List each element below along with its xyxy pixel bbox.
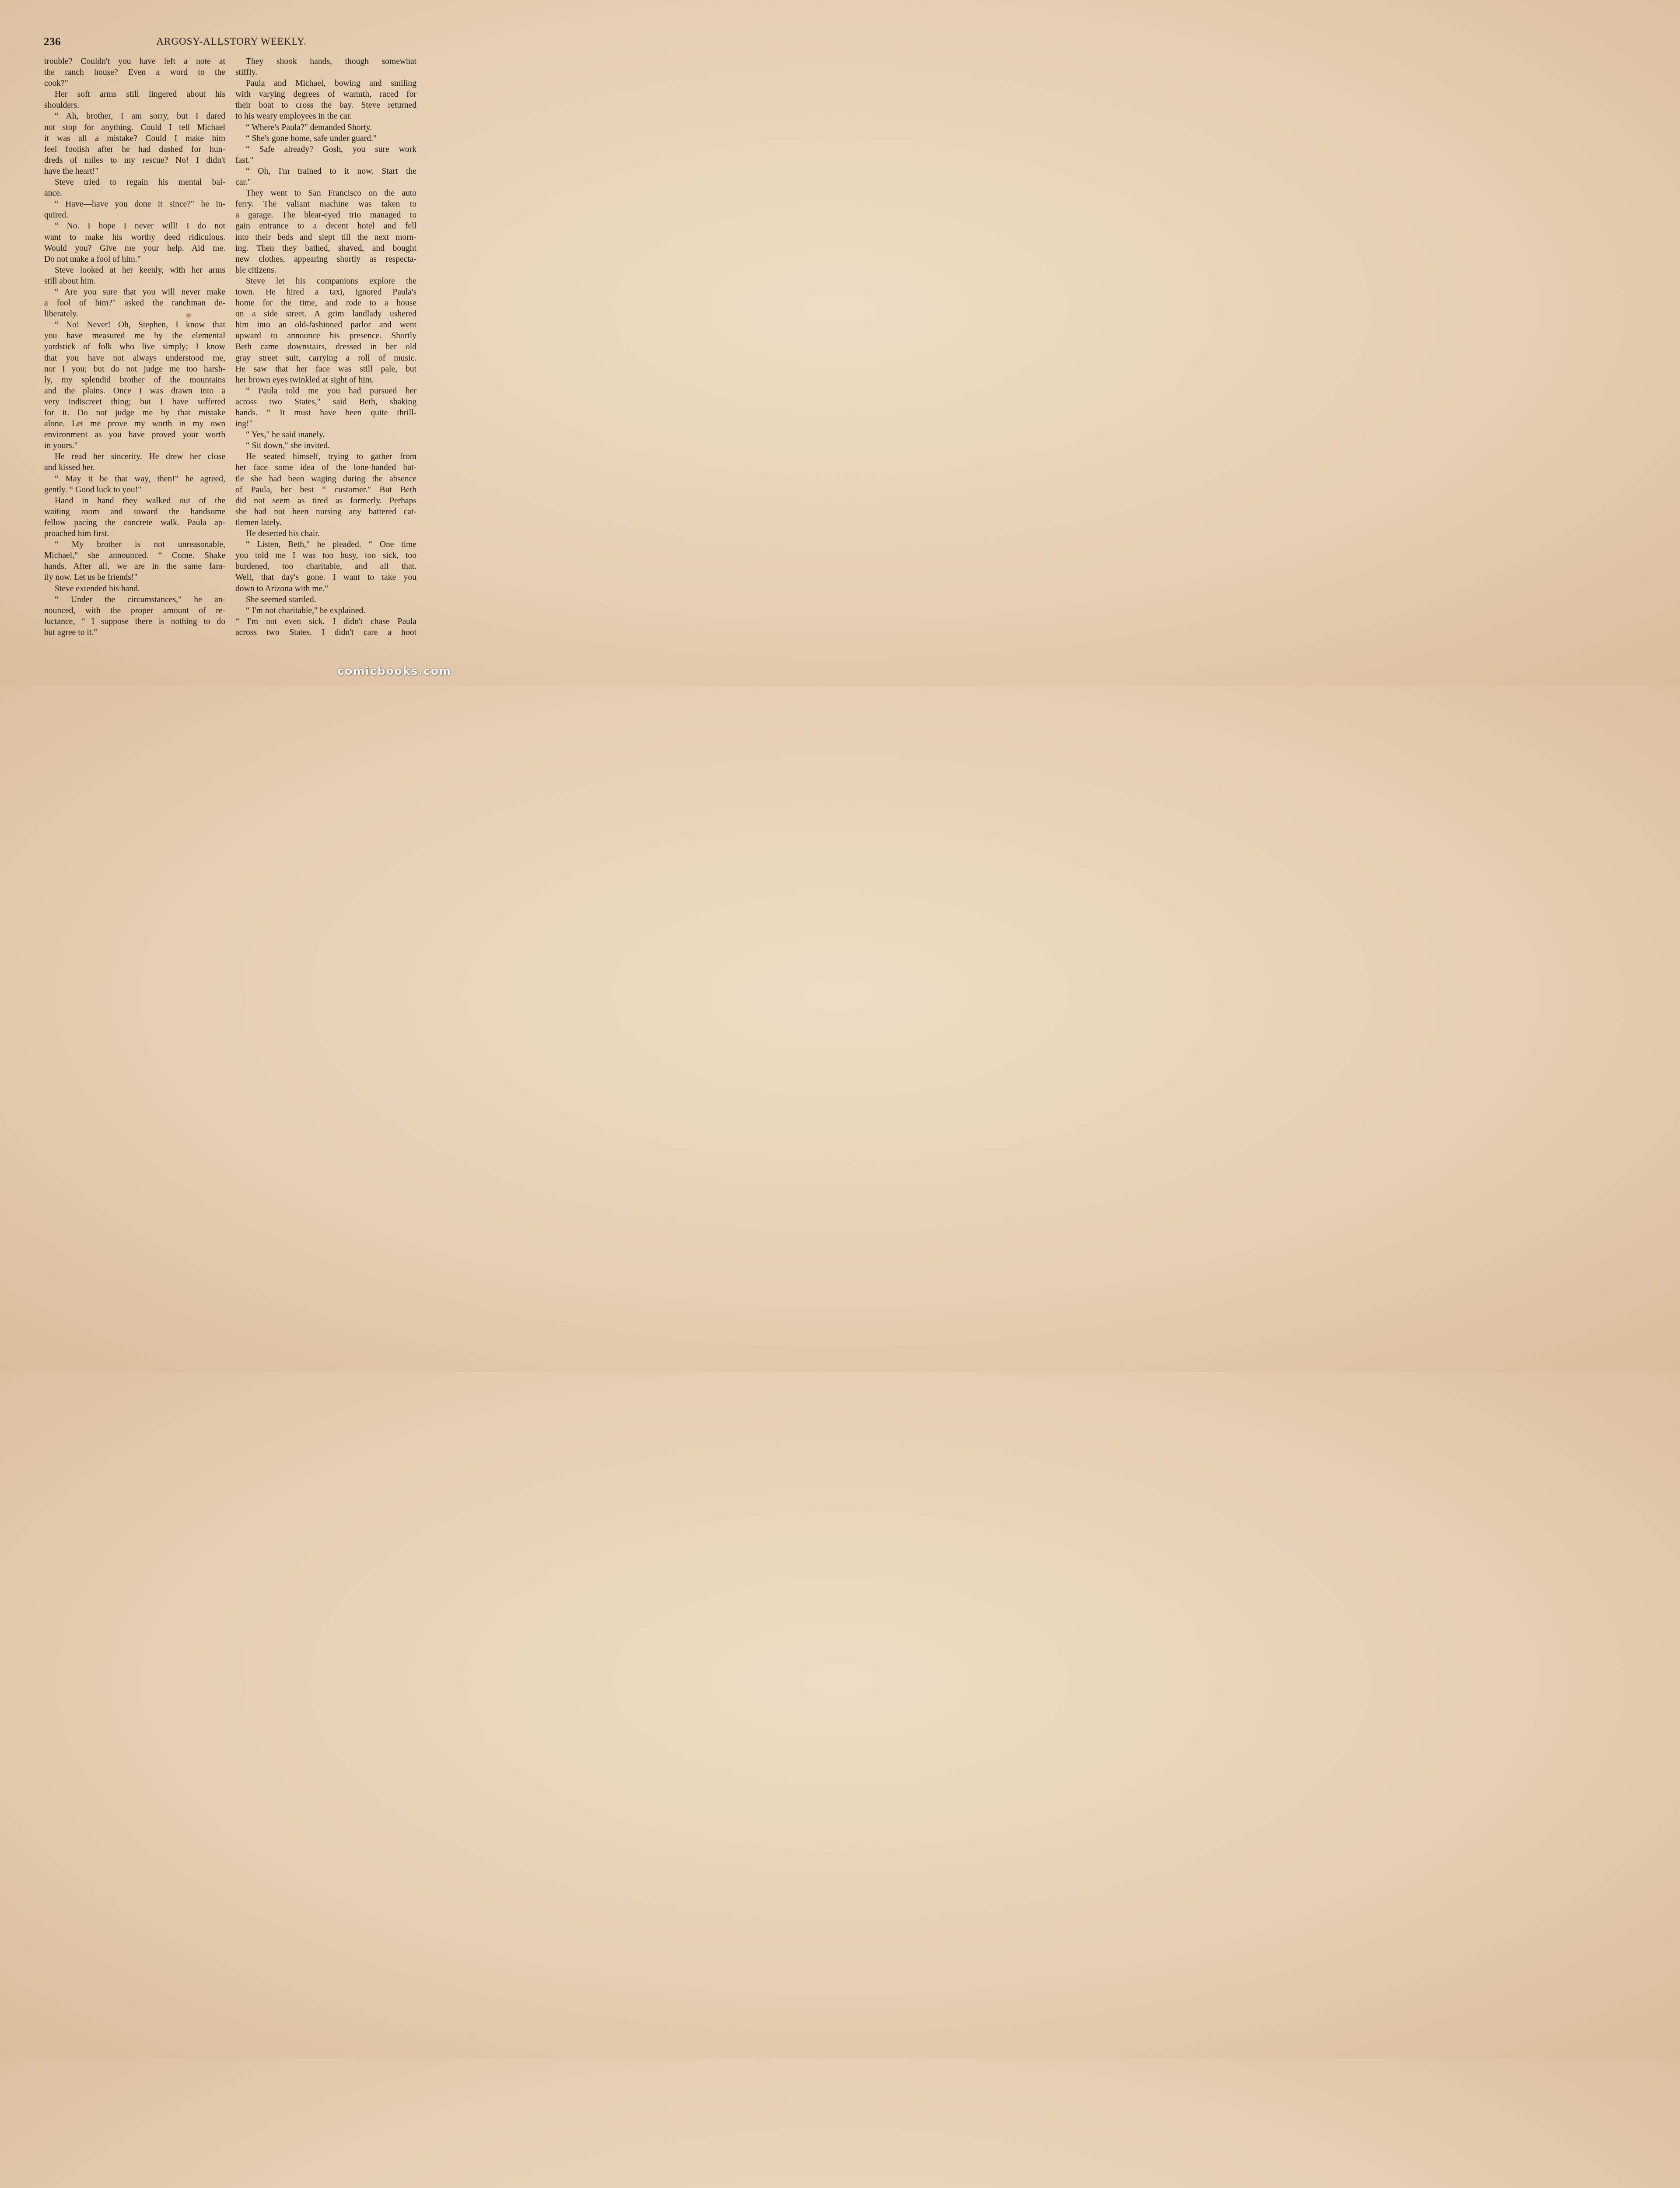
text-line: “ She's gone home, safe under guard." bbox=[246, 133, 377, 143]
text-line: hands. “ It must have been quite thrill- bbox=[235, 408, 416, 417]
text-line: ble citizens. bbox=[235, 265, 276, 275]
page-number: 236 bbox=[44, 36, 61, 48]
text-line: quired. bbox=[44, 210, 68, 220]
text-line: “ My brother is not unreasonable, bbox=[55, 540, 225, 550]
text-line: liberately. bbox=[44, 309, 78, 319]
text-line: dreds of miles to my rescue? No! I didn't bbox=[44, 155, 225, 165]
text-line: proached him first. bbox=[44, 529, 109, 539]
text-line: fellow pacing the concrete walk. Paula ap- bbox=[44, 518, 225, 527]
text-line: a garage. The blear-eyed trio managed to bbox=[235, 210, 416, 220]
text-line: gently. “ Good luck to you!" bbox=[44, 485, 142, 494]
text-line: down to Arizona with me." bbox=[235, 584, 329, 593]
text-line: Paula and Michael, bowing and smiling bbox=[246, 79, 416, 88]
text-line: “ Safe already? Gosh, you sure work bbox=[246, 144, 416, 154]
text-line: with varying degrees of warmth, raced for bbox=[235, 90, 416, 99]
text-line: “ May it be that way, then!" he agreed, bbox=[55, 474, 225, 484]
text-line: new clothes, appearing shortly as respecta- bbox=[235, 254, 416, 264]
text-line: for it. Do not judge me by that mistake bbox=[44, 408, 225, 417]
text-line: He saw that her face was still pale, but bbox=[235, 364, 416, 374]
text-line: Steve looked at her keenly, with her arms bbox=[55, 265, 225, 275]
text-line: trouble? Couldn't you have left a note at bbox=[44, 57, 225, 66]
text-line: him into an old-fashioned parlor and went bbox=[235, 320, 416, 330]
text-line: to his weary employees in the car. bbox=[235, 112, 352, 121]
text-line: “ I'm not charitable," he explained. bbox=[246, 606, 366, 615]
text-line: Hand in hand they walked out of the bbox=[55, 496, 225, 505]
text-line: environment as you have proved your worth bbox=[44, 430, 225, 440]
text-line: yardstick of folk who live simply; I know bbox=[44, 342, 225, 352]
text-line: ly, my splendid brother of the mountains bbox=[44, 375, 225, 385]
text-line: of Paula, her best “ customer." But Beth bbox=[235, 485, 416, 494]
text-line: “ Under the circumstances," he an- bbox=[55, 595, 225, 604]
paper-stain bbox=[186, 313, 191, 318]
text-line: He deserted his chair. bbox=[246, 529, 320, 539]
text-line: her brown eyes twinkled at sight of him. bbox=[235, 375, 374, 385]
text-line: their boat to cross the bay. Steve returned bbox=[235, 101, 416, 110]
text-line: They shook hands, though somewhat bbox=[246, 57, 416, 66]
text-line: Beth came downstairs, dressed in her old bbox=[235, 342, 416, 352]
watermark: comicbooks.com bbox=[337, 665, 452, 677]
text-line: He read her sincerity. He drew her close bbox=[55, 452, 225, 462]
text-line: nounced, with the proper amount of re- bbox=[44, 606, 225, 615]
text-line: burdened, too charitable, and all that. bbox=[235, 562, 416, 572]
text-line: not stop for anything. Could I tell Michael bbox=[44, 123, 225, 132]
text-line: and the plains. Once I was drawn into a bbox=[44, 386, 225, 396]
text-line: luctance, “ I suppose there is nothing to do bbox=[44, 617, 225, 626]
text-line: fast." bbox=[235, 155, 254, 165]
text-line: They went to San Francisco on the auto bbox=[246, 189, 416, 198]
text-line: into their beds and slept till the next morn- bbox=[235, 232, 416, 242]
text-line: that you have not always understood me, bbox=[44, 353, 225, 363]
text-line: “ Paula told me you had pursued her bbox=[246, 386, 416, 396]
text-column-left bbox=[44, 56, 225, 638]
text-line: feel foolish after he had dashed for hun- bbox=[44, 144, 225, 154]
text-line: shoulders. bbox=[44, 101, 80, 110]
text-line: nor I you; but do not judge me too harsh- bbox=[44, 364, 225, 374]
text-line: She seemed startled. bbox=[246, 595, 316, 604]
text-line: still about him. bbox=[44, 276, 96, 286]
text-line: she had not been nursing any battered cat- bbox=[235, 507, 416, 516]
text-line: across two States," said Beth, shaking bbox=[235, 397, 416, 407]
text-line: hands. After all, we are in the same fam- bbox=[44, 562, 225, 572]
text-line: “ No! Never! Oh, Stephen, I know that bbox=[55, 320, 225, 330]
text-line: Do not make a fool of him." bbox=[44, 254, 141, 264]
text-line: Steve tried to regain his mental bal- bbox=[55, 178, 225, 187]
text-line: and kissed her. bbox=[44, 463, 95, 473]
text-line: “ Listen, Beth," he pleaded. “ One time bbox=[246, 540, 416, 550]
text-line: Would you? Give me your help. Aid me. bbox=[44, 243, 225, 253]
text-line: across two States. I didn't care a hoot bbox=[235, 628, 416, 637]
text-line: it was all a mistake? Could I make him bbox=[44, 133, 225, 143]
text-line: you told me I was too busy, too sick, too bbox=[235, 551, 416, 561]
text-line: want to make his worthy deed ridiculous. bbox=[44, 232, 225, 242]
text-line: a fool of him?" asked the ranchman de- bbox=[44, 298, 225, 308]
running-head: ARGOSY-ALLSTORY WEEKLY. bbox=[156, 36, 307, 47]
text-line: the ranch house? Even a word to the bbox=[44, 68, 225, 77]
text-line: “ Have—have you done it since?" he in- bbox=[55, 200, 225, 209]
text-line: “ Are you sure that you will never make bbox=[55, 287, 225, 297]
text-line: town. He hired a taxi, ignored Paula's bbox=[235, 287, 416, 297]
text-line: in yours." bbox=[44, 441, 78, 451]
text-line: her face some idea of the lone-handed bat- bbox=[235, 463, 416, 473]
text-line: ily now. Let us be friends!" bbox=[44, 573, 138, 582]
text-line: on a side street. A grim landlady ushered bbox=[235, 309, 416, 319]
text-line: upward to announce his presence. Shortly bbox=[235, 331, 416, 341]
text-line: Michael," she announced. “ Come. Shake bbox=[44, 551, 225, 561]
text-line: “ Ah, brother, I am sorry, but I dared bbox=[55, 112, 225, 121]
text-line: car." bbox=[235, 178, 251, 187]
text-line: cook?" bbox=[44, 79, 68, 88]
text-line: ing. Then they bathed, shaved, and bought bbox=[235, 243, 416, 253]
text-line: “ Where's Paula?" demanded Shorty. bbox=[246, 123, 372, 132]
text-line: “ I'm not even sick. I didn't chase Paula bbox=[235, 617, 416, 626]
text-line: ance. bbox=[44, 189, 62, 198]
text-line: gain entrance to a decent hotel and fell bbox=[235, 221, 416, 231]
text-line: did not seem as tired as formerly. Perhaps bbox=[235, 496, 416, 505]
text-line: Her soft arms still lingered about his bbox=[55, 90, 225, 99]
text-line: waiting room and toward the handsome bbox=[44, 507, 225, 516]
text-line: ing!" bbox=[235, 419, 253, 429]
text-line: He seated himself, trying to gather from bbox=[246, 452, 416, 462]
text-line: Well, that day's gone. I want to take you bbox=[235, 573, 416, 582]
text-line: “ Yes," he said inanely. bbox=[246, 430, 325, 440]
text-line: very indiscreet thing; but I have suffered bbox=[44, 397, 225, 407]
text-line: but agree to it." bbox=[44, 628, 98, 637]
text-line: have the heart!" bbox=[44, 166, 99, 176]
text-line: “ Sit down," she invited. bbox=[246, 441, 330, 451]
text-line: “ Oh, I'm trained to it now. Start the bbox=[246, 166, 416, 176]
text-line: tle she had been waging during the absence bbox=[235, 474, 416, 484]
text-column-right bbox=[235, 56, 416, 638]
text-line: Steve let his companions explore the bbox=[246, 276, 416, 286]
text-line: tlemen lately. bbox=[235, 518, 282, 527]
text-line: gray street suit, carrying a roll of music. bbox=[235, 353, 416, 363]
text-line: Steve extended his hand. bbox=[55, 584, 140, 593]
text-line: alone. Let me prove my worth in my own bbox=[44, 419, 225, 429]
text-line: home for the time, and rode to a house bbox=[235, 298, 416, 308]
text-line: ferry. The valiant machine was taken to bbox=[235, 200, 416, 209]
text-line: stiffly. bbox=[235, 68, 258, 77]
text-line: you have measured me by the elemental bbox=[44, 331, 225, 341]
text-line: “ No. I hope I never will! I do not bbox=[55, 221, 225, 231]
